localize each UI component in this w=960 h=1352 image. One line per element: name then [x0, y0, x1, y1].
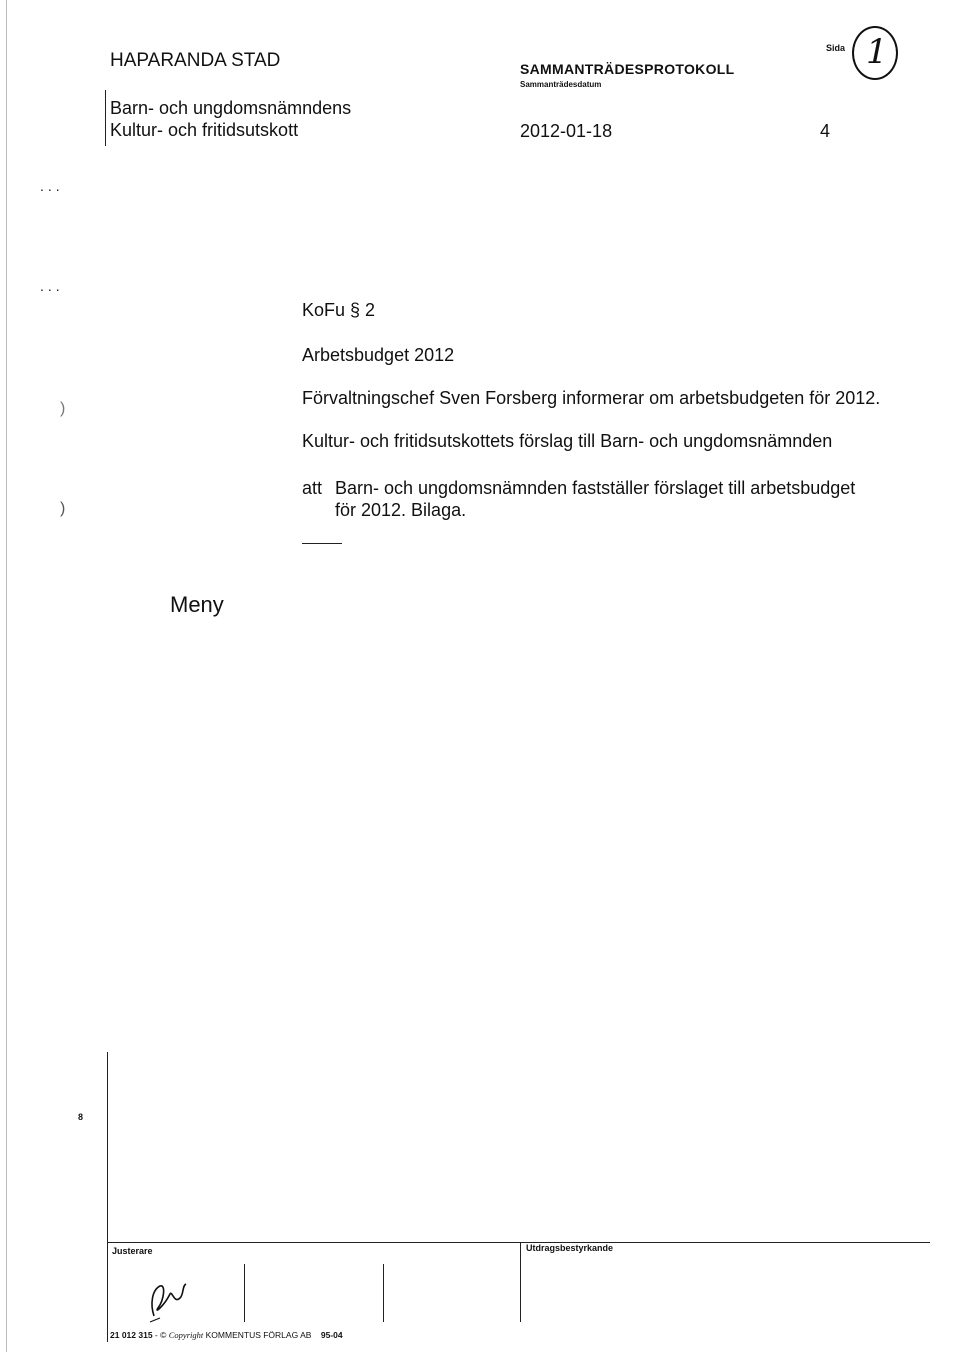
committee-line-2: Kultur- och fritidsutskott	[110, 120, 299, 140]
form-code: 21 012 315	[110, 1330, 153, 1340]
section-number: KoFu § 2	[302, 300, 376, 320]
att-keyword: att	[302, 478, 323, 498]
closing-dash	[302, 543, 342, 544]
margin-dots-2: ...	[40, 278, 64, 294]
form-version: 95-04	[320, 1330, 343, 1340]
proposal-heading: Kultur- och fritidsutskottets förslag till Barn- och ungdomsnämnden	[302, 431, 833, 451]
footer-top-rule	[107, 1242, 930, 1243]
header-vertical-rule	[105, 90, 106, 146]
date-label: Sammanträdesdatum	[520, 80, 602, 89]
page-label: Sida	[826, 43, 846, 53]
att-text-line-1: Barn- och ungdomsnämnden fastställer förslaget till arbetsbudget	[335, 478, 856, 498]
menu-link[interactable]: Meny	[170, 592, 224, 617]
att-text-line-2: för 2012. Bilaga.	[335, 500, 467, 520]
margin-dots-1: ...	[40, 178, 64, 194]
justerare-label: Justerare	[112, 1246, 153, 1256]
page-edge-line	[6, 0, 7, 1352]
margin-paren-2: )	[60, 500, 66, 517]
margin-paren-1: )	[60, 400, 66, 417]
copyright-symbol: ©	[160, 1330, 167, 1340]
copyright-word: Copyright	[168, 1330, 204, 1340]
signature-scribble	[140, 1278, 200, 1326]
publisher: KOMMENTUS FÖRLAG AB	[205, 1330, 312, 1340]
footer-left-rule	[107, 1052, 108, 1342]
circled-number: 1	[866, 32, 888, 72]
committee-line-1: Barn- och ungdomsnämndens	[110, 98, 352, 118]
separator: -	[154, 1330, 161, 1340]
page-number: 4	[820, 121, 831, 141]
agenda-title: Arbetsbudget 2012	[302, 345, 455, 365]
margin-side-number: 8	[78, 1112, 84, 1122]
document-type: SAMMANTRÄDESPROTOKOLL	[520, 61, 735, 77]
meeting-date: 2012-01-18	[520, 121, 613, 141]
paragraph-information: Förvaltningschef Sven Forsberg informerar om arbetsbudgeten för 2012.	[302, 388, 881, 408]
footer-divider-main	[520, 1242, 521, 1322]
justerare-box-divider-1	[244, 1264, 245, 1322]
circled-page-mark	[852, 26, 898, 80]
org-name: HAPARANDA STAD	[110, 50, 281, 71]
utdragsbestyrkande-label: Utdragsbestyrkande	[526, 1243, 614, 1253]
footer-credits	[110, 1330, 343, 1340]
justerare-box-divider-2	[383, 1264, 384, 1322]
